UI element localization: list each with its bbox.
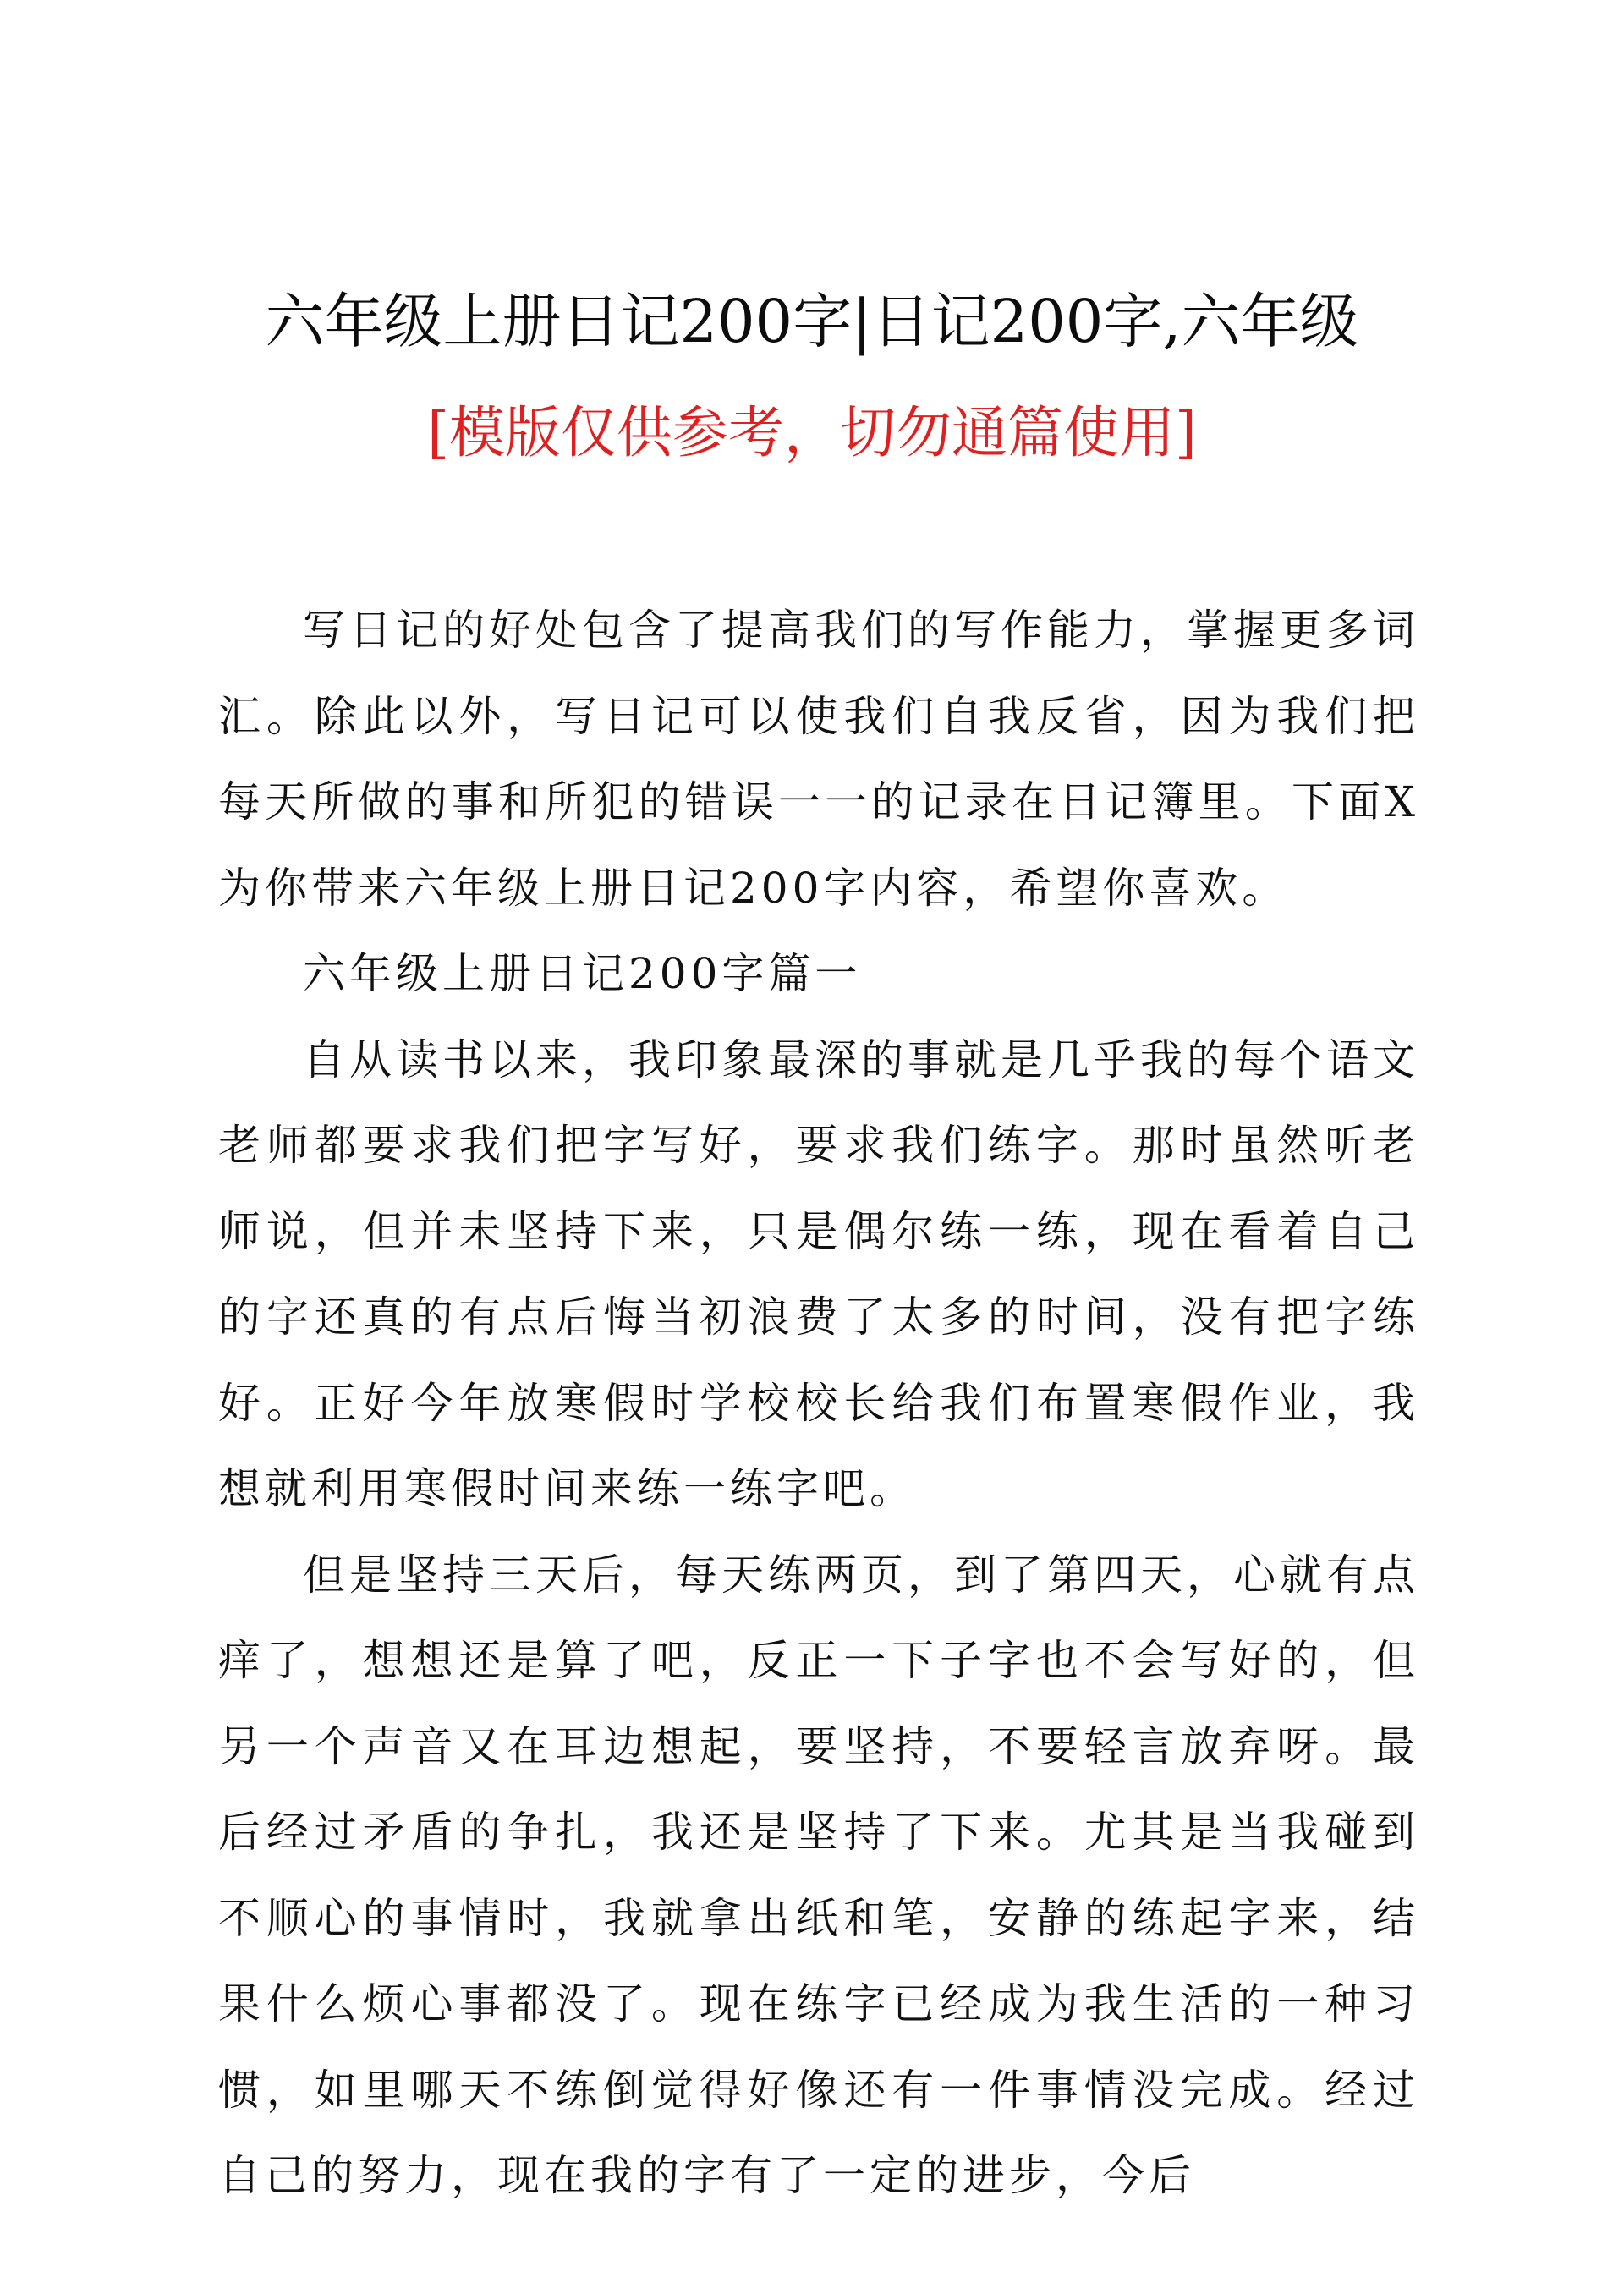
document-title: 六年级上册日记200字|日记200字,六年级 xyxy=(265,287,1359,356)
section-heading: 六年级上册日记200字篇一 xyxy=(303,949,862,998)
paragraph: 但是坚持三天后，每天练两页，到了第四天，心就有点痒了，想想还是算了吧，反正一下子字也不会写好的，但另一个声音又在耳边想起，要坚持，不要轻言放弃呀。最后经过矛盾的争扎，我还是坚持了下来。尤其是当我碰到不顺心的事情时，我就拿出纸和笔，安静的练起字来，结果什么烦心事都没了。现在练字已经成为我生活的一种习惯，如里哪天不练倒觉得好像还有一件事情没完成。经过自己的努力，现在我的字有了一定的进步，今后 xyxy=(218,1550,1419,2200)
document-body xyxy=(218,588,1419,2220)
template-notice: [模版仅供参考，切勿通篇使用] xyxy=(427,400,1197,465)
paragraph: 自从读书以来，我印象最深的事就是几乎我的每个语文老师都要求我们把字写好，要求我们练字。那时虽然听老师说，但并未坚持下来，只是偶尔练一练，现在看着自己的字还真的有点后悔当初浪费了太多的时间，没有把字练好。正好今年放寒假时学校校长给我们布置寒假作业，我想就利用寒假时间来练一练字吧。 xyxy=(218,1034,1419,1513)
paragraph-intro: 写日记的好处包含了提高我们的写作能力，掌握更多词汇。除此以外，写日记可以使我们自我反省，因为我们把每天所做的事和所犯的错误一一的记录在日记簿里。下面X为你带来六年级上册日记200字内容，希望你喜欢。 xyxy=(218,606,1419,913)
